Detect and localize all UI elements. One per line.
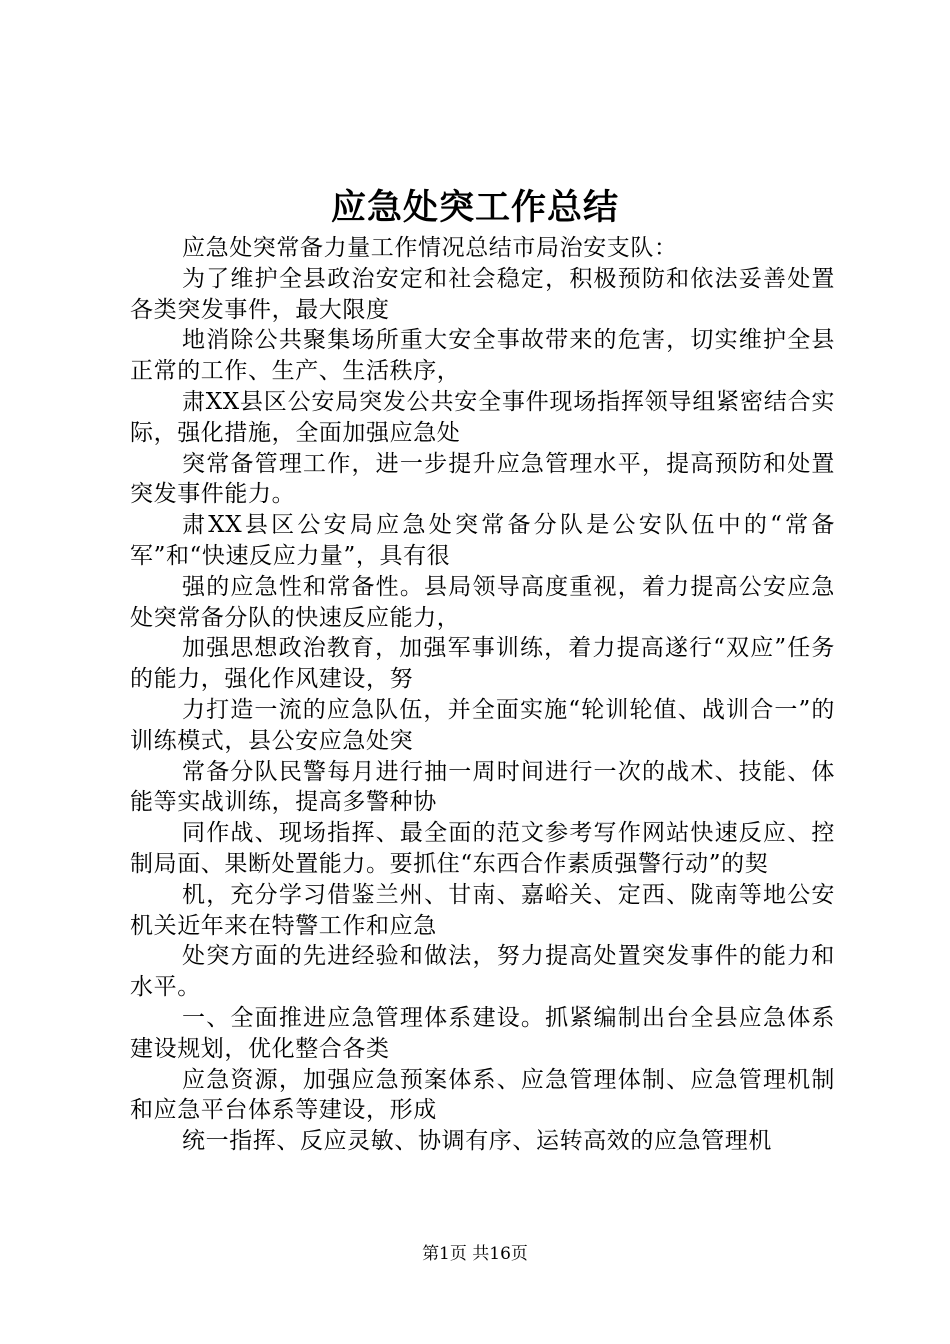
document-title: 应急处突工作总结 bbox=[330, 187, 619, 228]
paragraph: 统一指挥、反应灵敏、协调有序、运转高效的应急管理机 bbox=[182, 1128, 772, 1155]
paragraph: 同作战、现场指挥、最全面的范文参考写作网站快速反应、控制局面、果断处置能力。要抓住“东西合作素质强警行动”的契 bbox=[130, 820, 835, 877]
paragraph: 常备分队民警每月进行抽一周时间进行一次的战术、技能、体能等实战训练，提高多警种协 bbox=[130, 758, 835, 816]
paragraph: 突常备管理工作，进一步提升应急管理水平，提高预防和处置突发事件能力。 bbox=[130, 450, 835, 508]
paragraph: 应急资源，加强应急预案体系、应急管理体制、应急管理机制和应急平台体系等建设，形成 bbox=[130, 1066, 835, 1124]
document-body bbox=[130, 233, 835, 1157]
paragraph: 应急处突常备力量工作情况总结市局治安支队： bbox=[182, 235, 678, 261]
paragraph: 力打造一流的应急队伍，并全面实施“轮训轮值、战训合一”的训练模式，县公安应急处突 bbox=[130, 696, 835, 754]
paragraph: 机，充分学习借鉴兰州、甘南、嘉峪关、定西、陇南等地公安机关近年来在特警工作和应急 bbox=[130, 881, 835, 939]
paragraph: 肃XX县区公安局突发公共安全事件现场指挥领导组紧密结合实际，强化措施，全面加强应急处 bbox=[130, 388, 835, 446]
paragraph: 为了维护全县政治安定和社会稳定，积极预防和依法妥善处置各类突发事件，最大限度 bbox=[130, 265, 835, 323]
paragraph: 强的应急性和常备性。县局领导高度重视，着力提高公安应急处突常备分队的快速反应能力， bbox=[130, 573, 835, 631]
paragraph: 地消除公共聚集场所重大安全事故带来的危害，切实维护全县正常的工作、生产、生活秩序， bbox=[130, 327, 835, 385]
paragraph: 肃XX县区公安局应急处突常备分队是公安队伍中的“常备军”和“快速反应力量”，具有很 bbox=[130, 512, 835, 569]
paragraph: 加强思想政治教育，加强军事训练，着力提高遂行“双应”任务的能力，强化作风建设，努 bbox=[130, 635, 835, 693]
paragraph: 处突方面的先进经验和做法，努力提高处置突发事件的能力和水平。 bbox=[130, 943, 835, 1001]
paragraph: 一、全面推进应急管理体系建设。抓紧编制出台全县应急体系建设规划，优化整合各类 bbox=[130, 1004, 835, 1062]
page-number: 第1页 共16页 bbox=[422, 1244, 528, 1264]
